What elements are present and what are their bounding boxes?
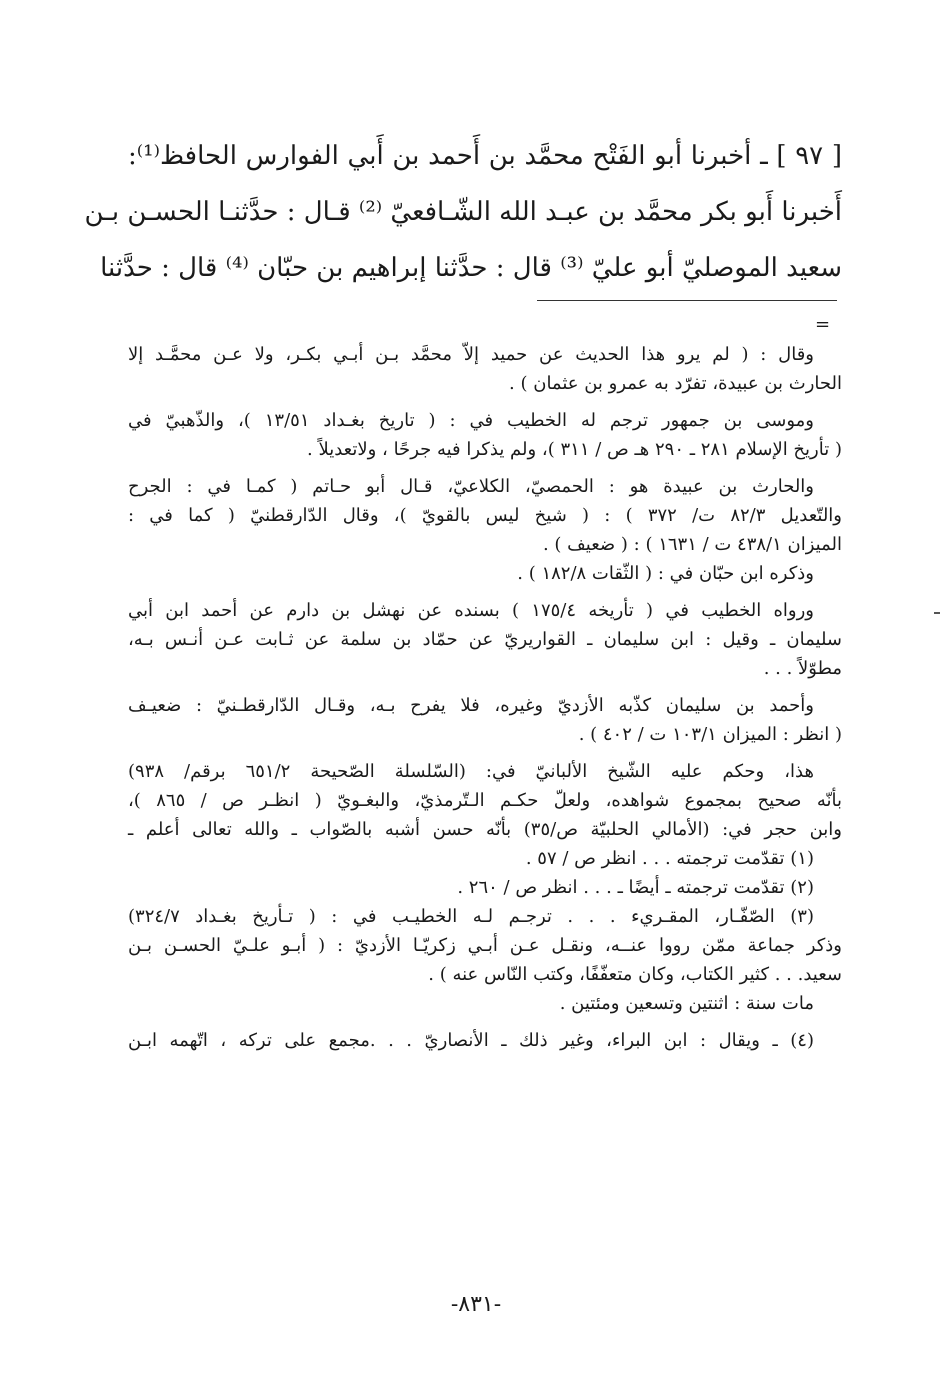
footnote-line: مات سنة : اثنتين وتسعين ومئتين . [559,993,814,1014]
footnote-line: وأحمد بن سليمان كذّبه الأزديّ وغيره، فلا يفرح بـه، وقـال الدّارقطـنيّ : ضعيـف [128,695,814,716]
footnote-line: مطوّلاً . . . [763,658,842,679]
footnote-line: ورواه الخطيب في ( تأريخه ١٧٥/٤ ) بسنده عن نهشل بن دارم عن أحمد ابن أبي [128,600,814,621]
footnote-line: وذكر جماعة ممّن رووا عنــه، ونقـل عـن أبـي زكريّـا الأزديّ : ( أبـو علـيّ الحسـن بـن [128,935,842,956]
footnote-line: الميزان ٤٣٨/١ ت / ١٦٣١ ) : ( ضعيف ) . [542,534,842,555]
footnote-line: (٣) الصّفّـار، المقـريء . . . ترجـم لـه الخطيـب في : ( تـأريخ بغـداد ٣٢٤/٧) [128,906,814,927]
footnote-line: وابن حجر في: (الأمالي الحلبيّة ص/٣٥) بأنّه حسن أشبه بالصّواب ـ والله تعالى أعلم ـ [128,819,842,840]
footnote-line: الحارث بن عبيدة، تفرّد به عمرو بن عثمان ) . [509,373,842,394]
main-text-line: أَخبرنا أَبو بكر محمَّد بن عبـد الله الشّـافعيّ ⁽²⁾ قـال : حدَّثنـا الحسـن بـن [84,197,842,227]
footnote-line: ( انظر : الميزان ١٠٣/١ ت / ٤٠٢ ) . [578,724,842,745]
footnote-line: سعيد. . . كثير الكتاب، وكان متعفّفًا، وكتب النّاس عنه ) . [428,964,842,985]
footnote-line: وموسى بن جمهور ترجم له الخطيب في : ( تاريخ بغـداد ١٣/٥١ )، والذّهبيّ في [128,410,814,431]
footnote-line: هذا، وحكم عليه الشّيخ الألبانيّ في: (السّلسلة الصّحيحة ٦٥١/٢ برقم/ ٩٣٨) [128,761,814,782]
footnote-line: (٤) ـ ويقال : ابن البراء، وغير ذلك ـ الأنصاريّ . . .مجمع على تركه ، اتّهمه ابـن [128,1030,814,1051]
main-text [84,128,842,296]
footnote-line: بأنّه صحيح بمجموع شواهده، ولعلّ حكـم الـتّرمذيّ، والبغـويّ ( انظـر ص / ٨٦٥ )، [128,790,842,811]
footnote-line: (٢) تقدّمت ترجمته ـ أيضًا ـ . . . انظر ص / ٢٦٠ . [457,877,814,898]
footnote-line: وقال : ( لم يرو هذا الحديث عن حميد إلاّ محمَّد بـن أبـي بكـر، ولا عـن محمَّـد إلا [128,344,814,365]
main-text-line: سعيد الموصليّ أبو عليّ ⁽³⁾ قال : حدَّثنا إبراهيم بن حبّان ⁽⁴⁾ قال : حدَّثنا [100,253,842,283]
page-number: -٨٣١- [450,1292,502,1317]
main-text-line: [ ٩٧ ] ـ أخبرنا أبو الفَتْح محمَّد بن أَحمد بن أَبي الفوارس الحافظ⁽¹⁾: [128,141,842,171]
footnote-line: ( تأريخ الإسلام ٢٨١ ـ ٢٩٠ هـ ص / ٣١١ )، ولم يذكرا فيه جرحًا ، ولاتعديلاً . [307,439,842,460]
footnote-divider [537,300,837,301]
footnote-line: والحارث بن عبيدة هو : الحمصيّ، الكلاعيّ، قـال أبو حـاتم ( كمـا في : الجرح [128,476,814,497]
continuation-mark: = [815,314,831,335]
footnotes [128,340,842,1055]
margin-mark [934,612,940,614]
footnote-line: (١) تقدّمت ترجمته . . . انظر ص / ٥٧ . [525,848,814,869]
footnote-line: وذكره ابن حبّان في : ( الثّقات ١٨٢/٨ ) . [517,563,814,584]
footnote-line: والتّعديل ٨٢/٣ ت/ ٣٧٢ ) : ( شيخ ليس بالقويّ )، وقال الدّارقطنيّ ( كما في : [128,505,843,526]
footnote-line: سليمان ـ وقيل : ابن سليمان ـ القواريريّ عن حمّاد بن سلمة عن ثـابت عـن أنـس بـه، [128,629,842,650]
